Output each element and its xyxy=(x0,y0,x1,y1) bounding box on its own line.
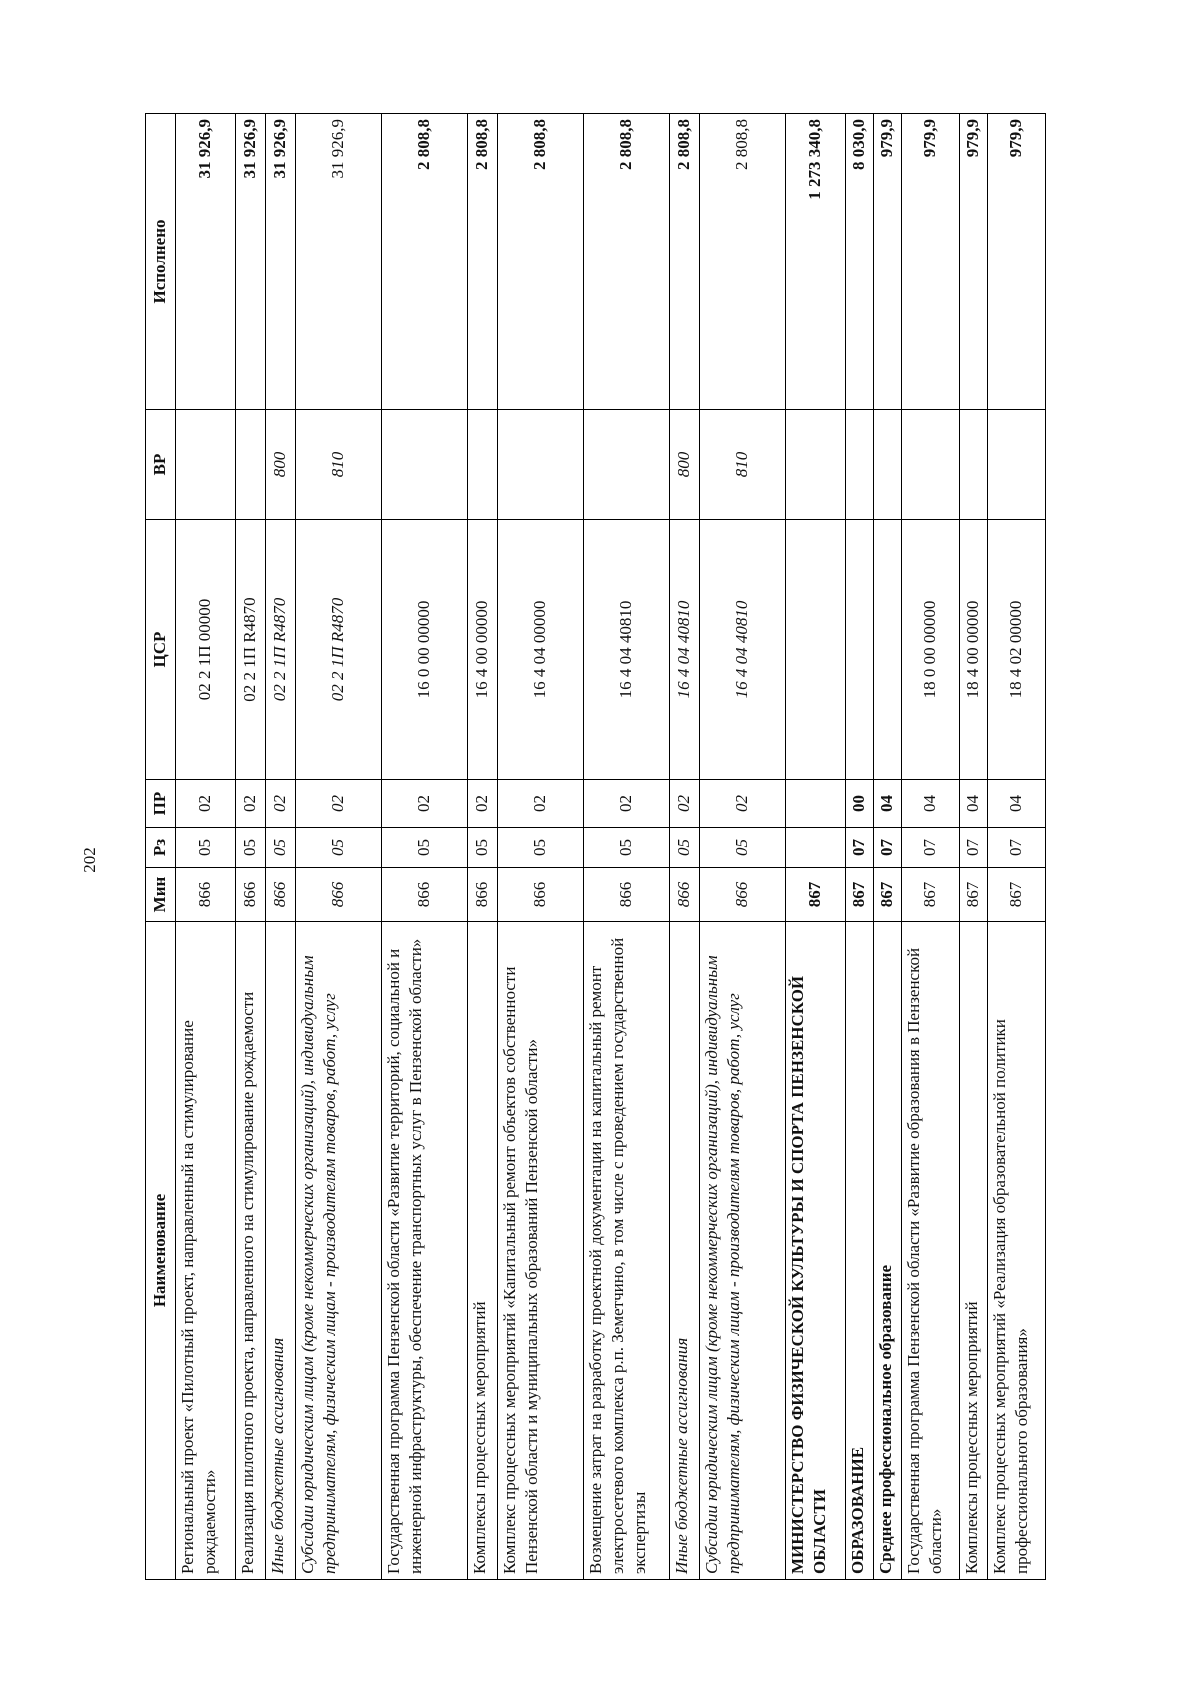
table-row xyxy=(670,114,700,1580)
table-header-row xyxy=(146,114,176,1580)
row-min: 866 xyxy=(266,868,296,922)
row-rz: 07 xyxy=(846,828,874,868)
row-min: 866 xyxy=(700,868,786,922)
row-rz: 05 xyxy=(296,828,382,868)
row-vr xyxy=(468,410,498,520)
row-min: 867 xyxy=(874,868,902,922)
row-name: Субсидии юридическим лицам (кроме некоммерческих организаций), индивидуальным предпринимателям, физическим лицам - производителям товаров, работ, услуг xyxy=(296,922,382,1580)
row-vr: 800 xyxy=(266,410,296,520)
row-vr xyxy=(236,410,266,520)
row-min: 867 xyxy=(846,868,874,922)
row-csr xyxy=(874,520,902,780)
row-csr: 18 4 00 00000 xyxy=(960,520,988,780)
row-csr: 02 2 1П 00000 xyxy=(176,520,236,780)
row-name: Иные бюджетные ассигнования xyxy=(266,922,296,1580)
row-done: 979,9 xyxy=(874,114,902,410)
row-rz: 05 xyxy=(584,828,670,868)
row-vr xyxy=(988,410,1046,520)
row-done: 1 273 340,8 xyxy=(786,114,846,410)
row-name: Субсидии юридическим лицам (кроме некоммерческих организаций), индивидуальным предпринимателям, физическим лицам - производителям товаров, работ, услуг xyxy=(700,922,786,1580)
row-done: 31 926,9 xyxy=(296,114,382,410)
row-pr: 04 xyxy=(874,780,902,828)
row-csr: 16 4 04 00000 xyxy=(498,520,584,780)
row-done: 31 926,9 xyxy=(176,114,236,410)
row-done: 2 808,8 xyxy=(670,114,700,410)
row-name: Комплексы процессных мероприятий xyxy=(960,922,988,1580)
row-name: Комплекс процессных мероприятий «Капитальный ремонт объектов собственности Пензенской области и муниципальных образований Пензенской области» xyxy=(498,922,584,1580)
row-min: 866 xyxy=(468,868,498,922)
row-pr: 02 xyxy=(670,780,700,828)
row-min: 866 xyxy=(176,868,236,922)
table-row xyxy=(786,114,846,1580)
row-csr: 16 4 04 40810 xyxy=(670,520,700,780)
page-number: 202 xyxy=(80,847,99,873)
row-rz: 07 xyxy=(988,828,1046,868)
row-rz: 05 xyxy=(468,828,498,868)
row-csr xyxy=(846,520,874,780)
row-name: Комплексы процессных мероприятий xyxy=(468,922,498,1580)
table-row xyxy=(874,114,902,1580)
row-rz: 07 xyxy=(960,828,988,868)
row-name: Комплекс процессных мероприятий «Реализация образовательной политики профессионального образования» xyxy=(988,922,1046,1580)
row-pr: 02 xyxy=(236,780,266,828)
row-rz: 05 xyxy=(670,828,700,868)
row-rz: 05 xyxy=(266,828,296,868)
row-pr: 02 xyxy=(498,780,584,828)
table-row xyxy=(266,114,296,1580)
row-vr xyxy=(874,410,902,520)
row-name: Реализация пилотного проекта, направленного на стимулирование рождаемости xyxy=(236,922,266,1580)
table-row xyxy=(988,114,1046,1580)
row-done: 8 030,0 xyxy=(846,114,874,410)
row-vr: 810 xyxy=(296,410,382,520)
row-pr: 02 xyxy=(468,780,498,828)
row-pr: 04 xyxy=(988,780,1046,828)
row-min: 866 xyxy=(382,868,468,922)
row-pr: 02 xyxy=(382,780,468,828)
row-min: 867 xyxy=(786,868,846,922)
rotated-page-content xyxy=(145,114,1041,1580)
row-vr: 810 xyxy=(700,410,786,520)
row-vr xyxy=(902,410,960,520)
row-done: 2 808,8 xyxy=(498,114,584,410)
row-min: 866 xyxy=(498,868,584,922)
row-csr: 16 4 00 00000 xyxy=(468,520,498,780)
row-rz: 05 xyxy=(176,828,236,868)
table-row xyxy=(498,114,584,1580)
row-name: Иные бюджетные ассигнования xyxy=(670,922,700,1580)
table-row xyxy=(468,114,498,1580)
row-done: 2 808,8 xyxy=(700,114,786,410)
table-row xyxy=(382,114,468,1580)
row-name: Региональный проект «Пилотный проект, направленный на стимулирование рождаемости» xyxy=(176,922,236,1580)
row-rz: 05 xyxy=(382,828,468,868)
row-pr: 04 xyxy=(902,780,960,828)
row-min: 867 xyxy=(902,868,960,922)
row-vr xyxy=(584,410,670,520)
row-vr xyxy=(960,410,988,520)
header-pr: ПР xyxy=(146,780,176,828)
row-csr: 02 2 1П R4870 xyxy=(296,520,382,780)
header-vr: ВР xyxy=(146,410,176,520)
row-done: 979,9 xyxy=(960,114,988,410)
row-csr: 18 0 00 00000 xyxy=(902,520,960,780)
table-row xyxy=(584,114,670,1580)
row-csr: 16 4 04 40810 xyxy=(584,520,670,780)
row-done: 31 926,9 xyxy=(266,114,296,410)
table-row xyxy=(902,114,960,1580)
row-csr xyxy=(786,520,846,780)
header-min: Мин xyxy=(146,868,176,922)
row-min: 866 xyxy=(670,868,700,922)
row-pr: 02 xyxy=(176,780,236,828)
row-csr: 16 4 04 40810 xyxy=(700,520,786,780)
row-csr: 18 4 02 00000 xyxy=(988,520,1046,780)
row-pr: 02 xyxy=(584,780,670,828)
row-name: ОБРАЗОВАНИЕ xyxy=(846,922,874,1580)
row-vr xyxy=(176,410,236,520)
row-csr: 02 2 1П R4870 xyxy=(236,520,266,780)
row-pr: 00 xyxy=(846,780,874,828)
row-name: МИНИСТЕРСТВО ФИЗИЧЕСКОЙ КУЛЬТУРЫ И СПОРТА ПЕНЗЕНСКОЙ ОБЛАСТИ xyxy=(786,922,846,1580)
header-name: Наименование xyxy=(146,922,176,1580)
row-done: 2 808,8 xyxy=(382,114,468,410)
row-rz: 05 xyxy=(700,828,786,868)
row-vr xyxy=(382,410,468,520)
row-done: 31 926,9 xyxy=(236,114,266,410)
row-pr: 02 xyxy=(266,780,296,828)
row-pr: 02 xyxy=(700,780,786,828)
row-min: 867 xyxy=(988,868,1046,922)
table-row xyxy=(960,114,988,1580)
header-csr: ЦСР xyxy=(146,520,176,780)
row-pr xyxy=(786,780,846,828)
row-done: 979,9 xyxy=(902,114,960,410)
row-pr: 02 xyxy=(296,780,382,828)
row-name: Возмещение затрат на разработку проектной документации на капитальный ремонт электросетевого комплекса р.п. Земетчино, в том числе с проведением государственной экспертизы xyxy=(584,922,670,1580)
table-row xyxy=(700,114,786,1580)
row-done: 2 808,8 xyxy=(584,114,670,410)
row-name: Среднее профессиональное образование xyxy=(874,922,902,1580)
row-min: 867 xyxy=(960,868,988,922)
row-rz: 05 xyxy=(236,828,266,868)
row-done: 2 808,8 xyxy=(468,114,498,410)
row-vr: 800 xyxy=(670,410,700,520)
row-min: 866 xyxy=(236,868,266,922)
budget-table xyxy=(145,113,1046,1580)
row-vr xyxy=(498,410,584,520)
table-row xyxy=(176,114,236,1580)
row-pr: 04 xyxy=(960,780,988,828)
row-csr: 16 0 00 00000 xyxy=(382,520,468,780)
table-row xyxy=(236,114,266,1580)
table-row xyxy=(846,114,874,1580)
row-min: 866 xyxy=(296,868,382,922)
header-rz: Рз xyxy=(146,828,176,868)
row-vr xyxy=(846,410,874,520)
row-rz: 07 xyxy=(902,828,960,868)
row-done: 979,9 xyxy=(988,114,1046,410)
table-row xyxy=(296,114,382,1580)
row-rz xyxy=(786,828,846,868)
row-min: 866 xyxy=(584,868,670,922)
budget-table-area xyxy=(145,114,1041,1580)
row-vr xyxy=(786,410,846,520)
row-name: Государственная программа Пензенской области «Развитие образования в Пензенской области» xyxy=(902,922,960,1580)
row-name: Государственная программа Пензенской области «Развитие территорий, социальной и инженерной инфраструктуры, обеспечение транспортных услуг в Пензенской области» xyxy=(382,922,468,1580)
row-rz: 07 xyxy=(874,828,902,868)
row-rz: 05 xyxy=(498,828,584,868)
row-csr: 02 2 1П R4870 xyxy=(266,520,296,780)
header-done: Исполнено xyxy=(146,114,176,410)
